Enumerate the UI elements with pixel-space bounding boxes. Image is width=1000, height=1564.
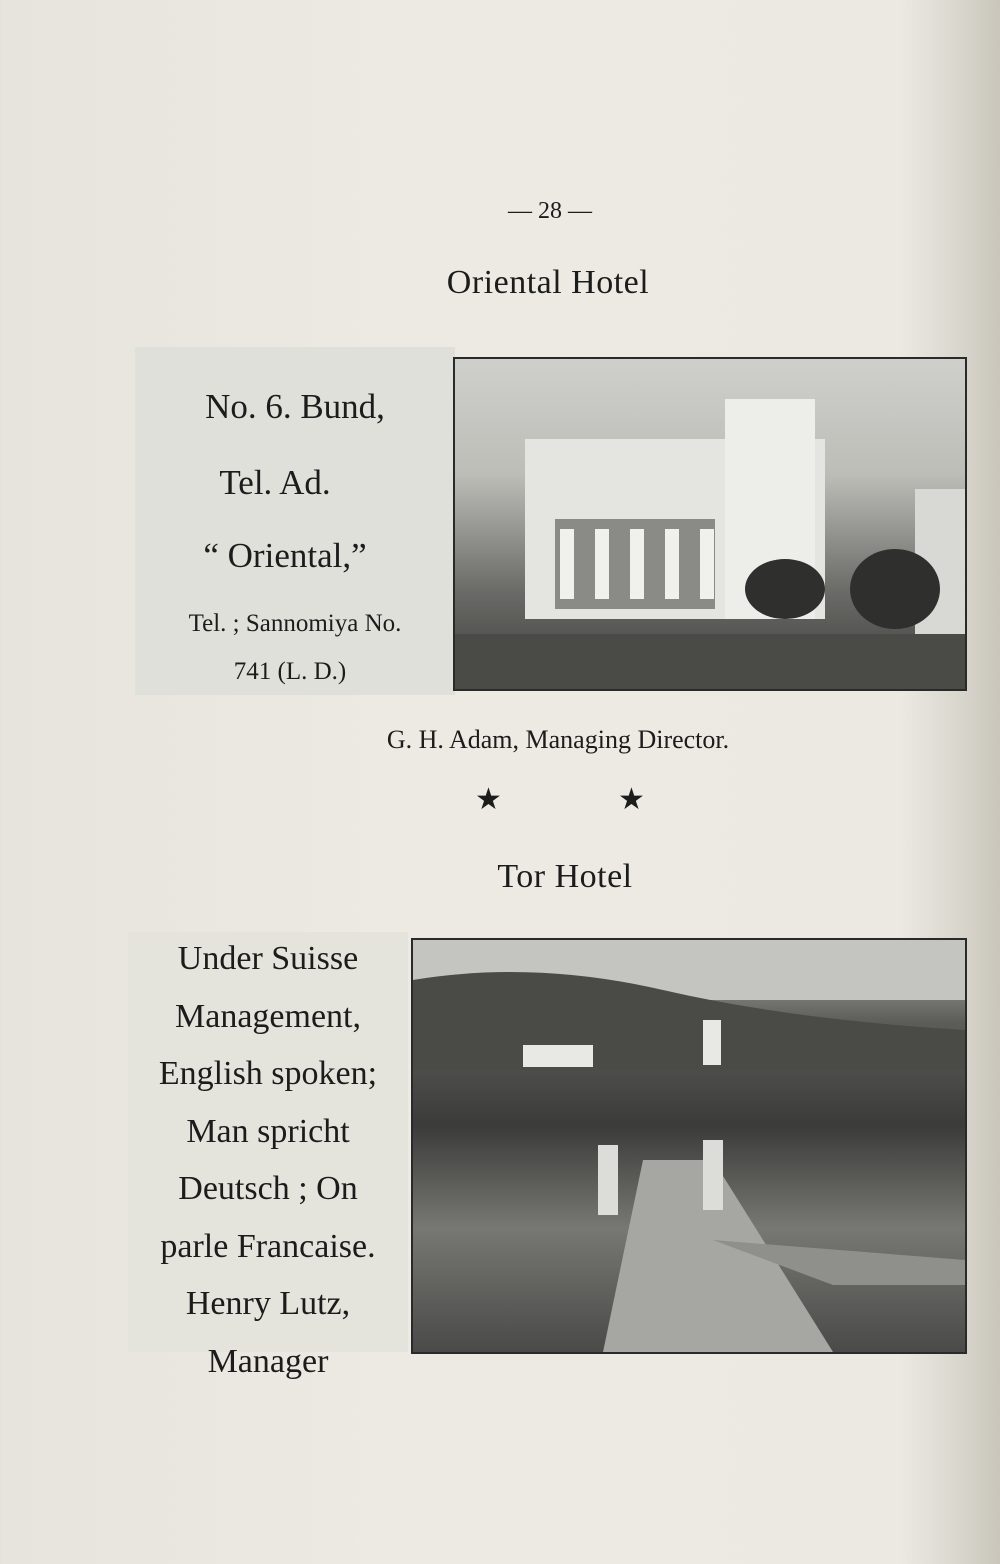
oriental-hotel-title: Oriental Hotel — [446, 264, 650, 301]
tor-line: Henry Lutz, — [185, 1285, 351, 1322]
page-number: — 28 — — [508, 198, 592, 224]
oriental-director: G. H. Adam, Managing Director. — [386, 725, 730, 754]
hotel-grounds-image — [413, 940, 965, 1352]
oriental-tel-ad: Tel. Ad. — [219, 463, 331, 502]
tor-line: parle Francaise. — [160, 1227, 376, 1265]
tor-info-text — [118, 930, 418, 1390]
oriental-tel-ad-name: “ Oriental,” — [203, 536, 367, 575]
hotel-building-image — [455, 359, 965, 689]
tor-hotel-title: Tor Hotel — [497, 858, 633, 895]
star-icon: ★ — [618, 783, 645, 816]
tor-line: English spoken; — [158, 1055, 378, 1092]
star-icon: ★ — [475, 783, 502, 816]
tor-line: Manager — [207, 1342, 329, 1380]
tor-hotel-photo — [411, 938, 967, 1354]
tor-line: Man spricht — [186, 1112, 350, 1150]
oriental-tel-line2: 741 (L. D.) — [233, 658, 347, 685]
tor-line: Deutsch ; On — [178, 1170, 358, 1207]
oriental-tel-line1: Tel. ; Sannomiya No. — [188, 610, 402, 637]
tor-line: Under Suisse — [177, 940, 359, 977]
oriental-hotel-photo — [453, 357, 967, 691]
oriental-address: No. 6. Bund, — [205, 387, 385, 426]
tor-line: Management, — [175, 997, 361, 1035]
